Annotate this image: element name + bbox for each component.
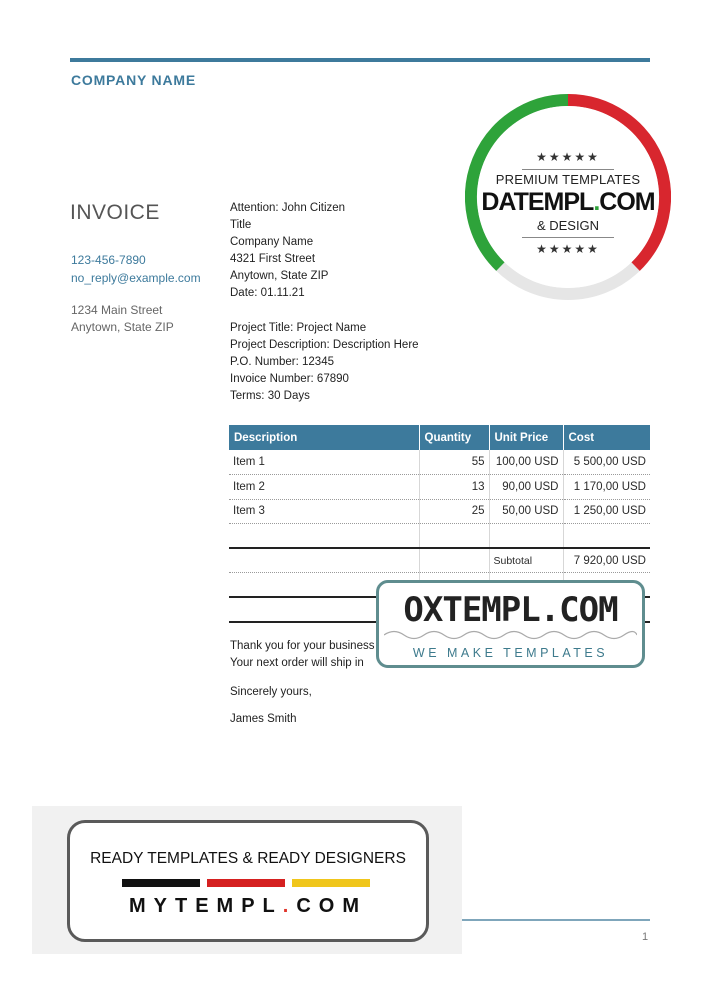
sign-off: Sincerely yours, xyxy=(230,686,312,698)
closing-note xyxy=(230,638,374,672)
subtotal-row xyxy=(229,548,650,573)
item-quantity: 13 xyxy=(419,475,489,500)
po-number: P.O. Number: 12345 xyxy=(230,356,334,368)
oxtempl-title: OXTEMPL.COM xyxy=(403,590,618,630)
datempl-badge xyxy=(477,106,659,288)
item-quantity: 25 xyxy=(419,499,489,524)
badge-brand-part2: COM xyxy=(599,188,655,216)
badge-design-text: & DESIGN xyxy=(536,218,600,233)
table-row xyxy=(229,499,650,524)
badge-divider xyxy=(522,169,614,170)
subtotal-value: 7 920,00 USD xyxy=(563,548,650,573)
mytempl-url-part2: COM xyxy=(296,895,367,917)
table-header-row xyxy=(229,425,650,450)
col-header-description: Description xyxy=(229,425,419,450)
project-block xyxy=(230,320,419,405)
item-quantity: 55 xyxy=(419,450,489,475)
subtotal-label: Subtotal xyxy=(489,548,563,573)
shipping-line: Your next order will ship in xyxy=(230,657,364,669)
badge-divider xyxy=(522,237,614,238)
mytempl-url-dot: . xyxy=(282,895,297,917)
badge-brand-dot: . xyxy=(593,188,600,216)
empty-cell xyxy=(563,524,650,549)
item-description: Item 3 xyxy=(229,499,419,524)
table-row-empty xyxy=(229,524,650,549)
sender-phone: 123-456-7890 xyxy=(71,253,146,267)
badge-premium-text: PREMIUM TEMPLATES xyxy=(495,172,641,187)
flag-stripe-black xyxy=(122,879,200,887)
project-title: Project Title: Project Name xyxy=(230,322,367,334)
badge-stars-top: ★★★★★ xyxy=(536,150,600,164)
item-unit-price: 90,00 USD xyxy=(489,475,563,500)
badge-brand-part1: DATEMPL xyxy=(481,188,594,216)
item-unit-price: 100,00 USD xyxy=(489,450,563,475)
flag-stripe-red xyxy=(207,879,285,887)
recipient-block xyxy=(230,200,345,302)
mytempl-tagline: READY TEMPLATES & READY DESIGNERS xyxy=(90,850,406,867)
empty-cell xyxy=(419,548,489,573)
page-number: 1 xyxy=(642,931,649,943)
oxtempl-subtitle: WE MAKE TEMPLATES xyxy=(412,646,609,660)
col-header-unit-price: Unit Price xyxy=(489,425,563,450)
item-cost: 1 170,00 USD xyxy=(563,475,650,500)
top-rule xyxy=(70,58,650,62)
empty-cell xyxy=(229,524,419,549)
signature-name: James Smith xyxy=(230,713,297,725)
sender-address xyxy=(71,302,174,336)
recipient-title: Title xyxy=(230,219,252,231)
invoice-date: Date: 01.11.21 xyxy=(230,287,305,299)
sender-address-line2: Anytown, State ZIP xyxy=(71,320,174,334)
recipient-attention: Attention: John Citizen xyxy=(230,202,346,214)
item-unit-price: 50,00 USD xyxy=(489,499,563,524)
sender-contact xyxy=(71,251,201,287)
mytempl-watermark xyxy=(67,820,429,942)
project-description: Project Description: Description Here xyxy=(230,339,419,351)
table-row xyxy=(229,475,650,500)
sender-address-line1: 1234 Main Street xyxy=(71,303,163,317)
badge-stars-bottom: ★★★★★ xyxy=(536,242,600,256)
empty-cell xyxy=(419,524,489,549)
thank-you-line: Thank you for your business xyxy=(230,640,375,652)
invoice-title: INVOICE xyxy=(70,201,160,224)
mytempl-url-part1: MYTEMPL xyxy=(128,895,283,917)
item-description: Item 1 xyxy=(229,450,419,475)
wave-decoration xyxy=(384,628,637,642)
payment-terms: Terms: 30 Days xyxy=(230,390,310,402)
recipient-city: Anytown, State ZIP xyxy=(230,270,329,282)
empty-cell xyxy=(229,548,419,573)
recipient-company: Company Name xyxy=(230,236,314,248)
col-header-quantity: Quantity xyxy=(419,425,489,450)
recipient-street: 4321 First Street xyxy=(230,253,316,265)
badge-brand xyxy=(477,188,659,217)
table-row xyxy=(229,450,650,475)
item-cost: 5 500,00 USD xyxy=(563,450,650,475)
item-cost: 1 250,00 USD xyxy=(563,499,650,524)
oxtempl-watermark xyxy=(376,580,645,668)
footer-rule xyxy=(430,919,650,921)
flag-stripe-gold xyxy=(292,879,370,887)
company-name: COMPANY NAME xyxy=(71,72,196,88)
invoice-number: Invoice Number: 67890 xyxy=(230,373,349,385)
item-description: Item 2 xyxy=(229,475,419,500)
empty-cell xyxy=(489,524,563,549)
col-header-cost: Cost xyxy=(563,425,650,450)
mytempl-url xyxy=(70,895,426,918)
sender-email: no_reply@example.com xyxy=(71,271,201,285)
